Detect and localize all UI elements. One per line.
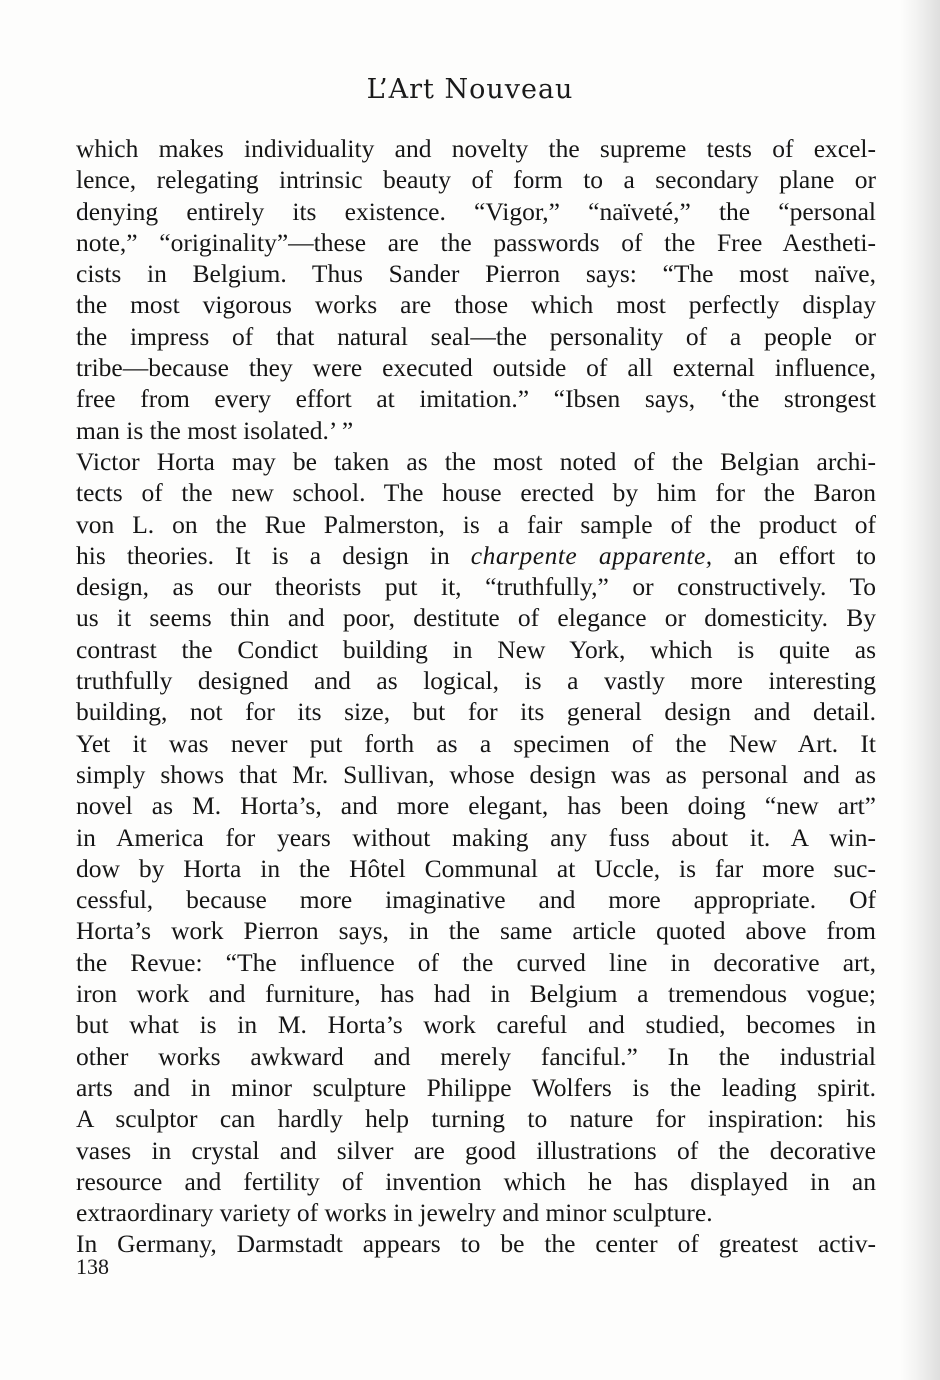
text-line: the most vigorous works are those which most perfectly display xyxy=(76,290,876,320)
text-line: arts and in minor sculpture Philippe Wolfers is the leading spirit. xyxy=(76,1072,876,1102)
text-line: tects of the new school. The house erected by him for the Baron xyxy=(76,478,876,508)
text-line: In Germany, Darmstadt appears to be the center of greatest activ- xyxy=(76,1229,876,1259)
text-line xyxy=(76,540,876,571)
page-number: 138 xyxy=(76,1254,109,1279)
text-line: in America for years without making any fuss about it. A win- xyxy=(76,822,876,852)
text-line: extraordinary variety of works in jewelry and minor sculpture. xyxy=(76,1198,713,1228)
text-line: simply shows that Mr. Sullivan, whose design was as personal and as xyxy=(76,759,876,789)
text-line: other works awkward and merely fanciful.” In the industrial xyxy=(76,1041,876,1071)
page-gutter-shadow xyxy=(900,0,940,1380)
text-line: Yet it was never put forth as a specimen of the New Art. It xyxy=(76,728,876,758)
text-line: design, as our theorists put it, “truthfully,” or constructively. To xyxy=(76,572,876,602)
text-line: dow by Horta in the Hôtel Communal at Uccle, is far more suc- xyxy=(76,853,876,883)
text-line: novel as M. Horta’s, and more elegant, has been doing “new art” xyxy=(76,791,876,821)
text-line: the Revue: “The influence of the curved line in decorative art, xyxy=(76,947,876,977)
text-line: which makes individuality and novelty the supreme tests of excel- xyxy=(76,134,876,163)
text-line: but what is in M. Horta’s work careful and studied, becomes in xyxy=(76,1010,876,1040)
text-line: denying entirely its existence. “Vigor,” “naïveté,” the “personal xyxy=(76,196,876,226)
text-line: A sculptor can hardly help turning to nature for inspiration: his xyxy=(76,1104,876,1134)
text-segment: his theories. It is a design in xyxy=(76,540,471,570)
text-line: contrast the Condict building in New York, which is quite as xyxy=(76,634,876,664)
running-head: L’Art Nouveau xyxy=(366,74,574,105)
text-line: truthfully designed and as logical, is a vastly more interesting xyxy=(76,666,876,696)
text-line: us it seems thin and poor, destitute of elegance or domesticity. By xyxy=(76,603,876,633)
text-line: the impress of that natural seal—the personality of a people or xyxy=(76,321,876,351)
text-line: tribe—because they were executed outside of all external influence, xyxy=(76,353,876,383)
italic-phrase: charpente apparente, xyxy=(470,540,713,570)
text-line: Victor Horta may be taken as the most noted of the Belgian archi- xyxy=(76,446,876,476)
text-line: cists in Belgium. Thus Sander Pierron says: “The most naïve, xyxy=(76,259,876,289)
text-line: von L. on the Rue Palmerston, is a fair sample of the product of xyxy=(76,509,876,539)
text-line: free from every effort at imitation.” “Ibsen says, ‘the strongest xyxy=(76,384,876,414)
text-line: Horta’s work Pierron says, in the same article quoted above from xyxy=(76,916,876,946)
text-line: iron work and furniture, has had in Belgium a tremendous vogue; xyxy=(76,979,876,1009)
text-line: vases in crystal and silver are good illustrations of the decorative xyxy=(76,1135,876,1165)
text-segment: an effort to xyxy=(712,540,876,570)
text-line: man is the most isolated.’ ” xyxy=(76,415,354,445)
text-line: note,” “originality”—these are the passwords of the Free Aestheti- xyxy=(76,227,876,257)
body-text xyxy=(76,133,876,1260)
text-line: cessful, because more imaginative and more appropriate. Of xyxy=(76,885,876,915)
text-line: resource and fertility of invention which he has displayed in an xyxy=(76,1166,876,1196)
text-line: lence, relegating intrinsic beauty of form to a secondary plane or xyxy=(76,165,876,195)
text-line: building, not for its size, but for its general design and detail. xyxy=(76,697,876,727)
